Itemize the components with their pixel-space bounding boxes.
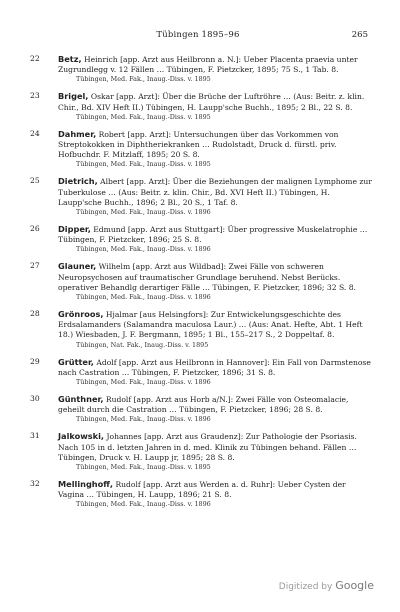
author-surname: Dahmer, — [58, 128, 97, 139]
entry-text: [app. Arzt aus Werden a. d. Ruhr]: Ueber Cysten der Vagina … Tübingen, H. Laupp, 1896; 21 S. 8. — [58, 480, 346, 500]
entry-note: Tübingen, Med. Fak., Inaug.-Diss. v. 1895 — [76, 75, 211, 84]
entry-note: Tübingen, Med. Fak., Inaug.-Diss. v. 1895 — [76, 463, 211, 472]
entry-text: [app. Arzt aus Horb a/N.]: Zwei Fälle von Osteomalacie, geheilt durch die Castration … Tübingen, F. Pietzcker, 1896; 28 S. 8. — [58, 395, 349, 415]
entry-number: 29 — [30, 356, 40, 366]
digitization-watermark — [279, 579, 374, 592]
author-given-name: Rudolf — [105, 395, 132, 405]
list-item — [30, 261, 372, 302]
author-given-name: Robert — [98, 129, 125, 139]
author-given-name: Rudolf — [115, 480, 141, 490]
entry-number: 32 — [30, 479, 40, 489]
author-given-name: Adolf — [96, 357, 117, 367]
author-given-name: Wilhelm — [98, 262, 131, 272]
entry-text: [aus Helsingfors]: Zur Entwickelungsgeschichte des Erdsalamanders (Salamandra maculosa Laur.) … (Aus: Anat. Hefte, Abt. 1 Heft 18.) Wiesbaden, J. F. Bergmann, 1895; 1 Bl., 155–217 S., 2 Doppeltaf. 8. — [58, 310, 363, 340]
entry-note: Tübingen, Med. Fak., Inaug.-Diss. v. 1896 — [76, 378, 211, 387]
entry-note: Tübingen, Med. Fak., Inaug.-Diss. v. 1896 — [76, 500, 211, 509]
entry-number: 31 — [30, 431, 40, 441]
author-given-name: Johannes — [106, 432, 142, 442]
list-item — [30, 431, 372, 472]
author-given-name: Oskar — [90, 92, 114, 102]
entry-text: [app. Arzt]: Über die Brüche der Luftröhre … (Aus: Beitr. z. klin. Chir., Bd. XIV Heft II.) Tübingen, H. Laupp'sche Buchh., 1895; 2 Bl., 22 S. 8. — [58, 92, 365, 112]
running-header — [28, 30, 368, 44]
page-number: 265 — [351, 30, 368, 40]
author-surname: Jalkowski, — [58, 431, 105, 442]
author-surname: Glauner, — [58, 261, 97, 272]
entry-number: 22 — [30, 54, 40, 63]
author-surname: Betz, — [58, 54, 82, 64]
entry-note: Tübingen, Med. Fak., Inaug.-Diss. v. 1896 — [76, 293, 211, 302]
google-logo: Google — [335, 579, 374, 592]
list-item — [30, 309, 372, 350]
entry-text: [app. Arzt]: Untersuchungen über das Vorkommen von Streptokokken in Diphtheriekranken … Rudolstadt, Druck d. fürstl. priv. Hofbuchdr. F. Mitzlaff, 1895; 20 S. 8. — [58, 129, 339, 160]
author-given-name: Hjalmar — [105, 310, 138, 320]
entry-number: 26 — [30, 224, 40, 234]
entry-text: [app. Arzt aus Heilbronn in Hannover]: Ein Fall von Darmstenose nach Castration … Tübingen, F. Pietzcker, 1896; 31 S. 8. — [58, 357, 371, 377]
entry-note: Tübingen, Nat. Fak., Inaug.-Diss. v. 1895 — [76, 340, 209, 349]
author-surname: Grütter, — [58, 356, 94, 367]
author-given-name: Heinrich — [84, 55, 118, 64]
entry-number: 30 — [30, 394, 40, 404]
author-surname: Brigel, — [58, 91, 89, 102]
entry-number: 25 — [30, 176, 40, 186]
entry-text: [app. Arzt aus Graudenz]: Zur Pathologie der Psoriasis. Nach 105 in d. letzten Jahren in d. med. Klinik zu Tübingen behand. Fällen … Tübingen, Druck v. H. Laupp jr, 1895; 28 S. 8. — [58, 432, 357, 462]
author-surname: Dietrich, — [58, 176, 98, 187]
author-given-name: Edmund — [93, 225, 126, 235]
list-item — [30, 479, 372, 509]
entry-note: Tübingen, Med. Fak., Inaug.-Diss. v. 1896 — [76, 245, 211, 254]
list-item — [30, 54, 372, 84]
entry-text: [app. Arzt aus Wildbad]: Zwei Fälle von schweren Neuropsychosen auf traumatischer Grundlage beruhend. Nebst Berücks. operativer Behandlg derartiger Fälle … Tübingen, F. Pietzcker, 1896; 32 S. 8. — [58, 262, 356, 292]
author-surname: Dipper, — [58, 224, 91, 235]
entry-note: Tübingen, Med. Fak., Inaug.-Diss. v. 1896 — [76, 208, 211, 217]
entry-text: [app. Arzt]: Über die Beziehungen der malignen Lymphome zur Tuberkulose … (Aus: Beitr. z. klin. Chir., Bd. XVI Heft II.) Tübingen, H. Laupp'sche Buchh., 1896; 2 Bl., 20 S., 1 Taf. 8. — [58, 177, 372, 207]
entry-text: [app. Arzt aus Stuttgart]: Über progressive Muskelatrophie … Tübingen, F. Pietzcker, 1896; 25 S. 8. — [58, 225, 368, 245]
list-item — [30, 394, 372, 424]
entry-note: Tübingen, Med. Fak., Inaug.-Diss. v. 1896 — [76, 415, 211, 424]
list-item — [30, 129, 372, 170]
list-item — [30, 91, 372, 121]
dissertation-list — [30, 54, 372, 516]
entry-number: 28 — [30, 309, 40, 319]
author-surname: Mellinghoff, — [58, 479, 114, 490]
entry-number: 27 — [30, 261, 40, 271]
author-surname: Grönroos, — [58, 309, 104, 320]
entry-text: [app. Arzt aus Heilbronn a. N.]: Ueber Placenta praevia unter Zugrundlegg v. 12 Fällen … Tübingen, F. Pietzcker, 1895; 75 S., 1 Tab. 8. — [58, 55, 358, 75]
page-title: Tübingen 1895–96 — [156, 30, 240, 40]
entry-number: 23 — [30, 91, 40, 101]
list-item — [30, 224, 372, 254]
entry-note: Tübingen, Med. Fak., Inaug.-Diss. v. 1895 — [76, 112, 211, 121]
watermark-prefix: Digitized by — [278, 582, 333, 592]
entry-note: Tübingen, Med. Fak., Inaug.-Diss. v. 1895 — [76, 160, 211, 169]
author-surname: Günthner, — [58, 394, 104, 405]
author-given-name: Albert — [100, 177, 125, 187]
list-item — [30, 357, 372, 387]
entry-number: 24 — [30, 128, 40, 138]
list-item — [30, 176, 372, 217]
